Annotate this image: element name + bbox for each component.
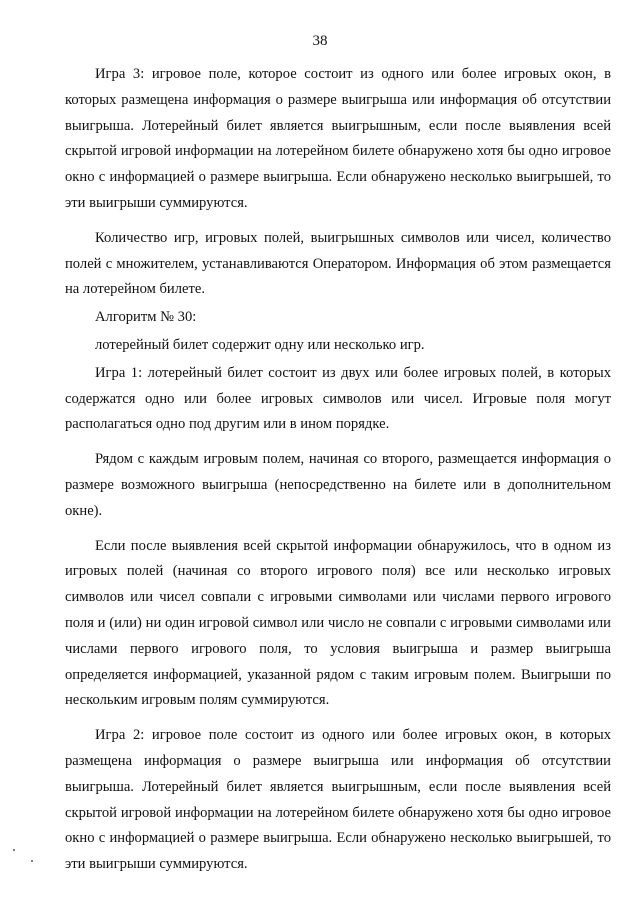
paragraph-game-2: Игра 2: игровое поле состоит из одного или более игровых окон, в которых размещена информация о размере выигрыша или информация об отсутствии выигрыша. Лотерейный билет является выигрышным, если после выявления всей скрытой игровой информации на лотерейном билете обнаружено хотя бы одно игровое окно с информацией о размере выигрыша. Если обнаружено несколько выигрышей, то эти выигрыши суммируются. <box>65 727 611 873</box>
paragraph-prize-info: Рядом с каждым игровым полем, начиная со второго, размещается информация о размере возможного выигрыша (непосредственно на билете или в дополнительном окне). <box>65 451 611 519</box>
document-body <box>65 62 611 878</box>
scan-speck <box>31 860 33 862</box>
paragraph-ticket-games: лотерейный билет содержит одну или несколько игр. <box>95 336 425 353</box>
scan-speck <box>13 849 15 851</box>
paragraph-win-conditions: Если после выявления всей скрытой информации обнаружилось, что в одном из игровых полей (начиная со второго игрового поля) все или несколько игровых символов или чисел совпали с игровыми символами или числами первого игрового поля и (или) ни один игровой символ или число не совпали с игровыми символами или числами первого игрового поля, то условия выигрыша и размер выигрыша определяется информацией, указанной рядом с таким игровым полем. Выигрыши по нескольким игровым полям суммируются. <box>65 537 611 709</box>
paragraph-game-3: Игра 3: игровое поле, которое состоит из одного или более игровых окон, в которых размещена информация о размере выигрыша или информация об отсутствии выигрыша. Лотерейный билет является выигрышным, если после выявления всей скрытой игровой информации на лотерейном билете обнаружено хотя бы одно игровое окно с информацией о размере выигрыша. Если обнаружено несколько выигрышей, то эти выигрыши суммируются. <box>65 66 611 211</box>
page-number: 38 <box>312 33 328 49</box>
paragraph-quantity: Количество игр, игровых полей, выигрышных символов или чисел, количество полей с множителем, устанавливаются Оператором. Информация об этом размещается на лотерейном билете. <box>65 229 611 298</box>
paragraph-game-1: Игра 1: лотерейный билет состоит из двух или более игровых полей, в которых содержатся одно или более игровых символов или чисел. Игровые поля могут располагаться одно под другим или в ином порядке. <box>65 364 611 433</box>
paragraph-algorithm-heading: Алгоритм № 30: <box>95 309 197 326</box>
